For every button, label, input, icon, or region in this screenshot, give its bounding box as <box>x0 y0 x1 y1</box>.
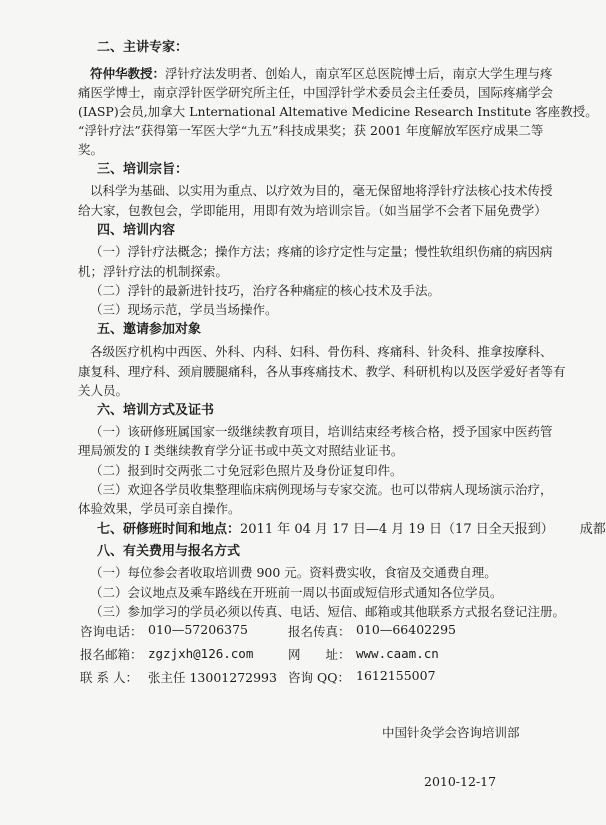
section-7-line <box>97 522 606 538</box>
contact-person-label: 联 系 人： <box>80 670 138 685</box>
section-6-heading: 六、培训方式及证书 <box>97 403 215 418</box>
section-2-line: (IASP)会员,加拿大 Lnternational Altemative Medicine Research Institute 客座教授。 <box>78 104 598 119</box>
section-5-line: 各级医疗机构中西医、外科、内科、妇科、骨伤科、疼痛科、针灸科、推拿按摩科、 <box>90 344 553 359</box>
qq-value: 1612155007 <box>356 668 436 683</box>
fax-value: 010—66402295 <box>356 622 456 637</box>
section-8-line: （二）会议地点及乘车路线在开班前一周以书面或短信形式通知各位学员。 <box>90 585 503 600</box>
email-value: zgzjxh@126.com <box>148 646 254 661</box>
section-8-heading: 八、有关费用与报名方式 <box>97 544 241 559</box>
section-6-line: 体验效果，学员可亲自操作。 <box>78 501 241 516</box>
section-4-line: 机；浮针疗法的机制探索。 <box>78 264 229 279</box>
section-8-line: （一）每位参会者收取培训费 900 元。资料费实收，食宿及交通费自理。 <box>90 565 497 580</box>
phone-label: 咨询电话： <box>80 624 143 639</box>
section-2-line: 奖。 <box>78 142 104 157</box>
training-dates: 2011 年 04 月 17 日—4 月 19 日（17 日全天报到） <box>240 522 554 537</box>
section-3-line: 给大家，包教包会，学即能用，用即有效为培训宗旨。（如当届学不会者下届免费学） <box>78 203 547 218</box>
section-7-heading: 七、研修班时间和地点： <box>97 522 241 537</box>
expert-bio-line: 浮针疗法发明者、创始人，南京军区总医院博士后，南京大学生理与疼 <box>165 66 553 81</box>
section-2-line <box>90 66 553 82</box>
website-value: www.caam.cn <box>356 646 439 661</box>
email-label: 报名邮箱： <box>80 647 143 662</box>
section-3-line: 以科学为基础、以实用为重点、以疗效为目的，毫无保留地将浮针疗法核心技术传授 <box>90 183 553 198</box>
contact-person-value: 张主任 13001272993 <box>148 670 277 685</box>
section-6-line: （三）欢迎各学员收集整理临床病例现场与专家交流。也可以带病人现场演示治疗， <box>90 482 553 497</box>
section-2-line: “浮针疗法”获得第一军医大学“九五”科技成果奖；获 2001 年度解放军医疗成果二等 <box>78 123 544 138</box>
training-location: 成都 <box>579 522 606 537</box>
section-5-line: 关人员。 <box>78 383 129 398</box>
section-5-heading: 五、邀请参加对象 <box>97 322 202 337</box>
section-4-line: （三）现场示范，学员当场操作。 <box>90 302 278 317</box>
section-8-line: （三）参加学习的学员必须以传真、电话、短信、邮箱或其他联系方式报名登记注册。 <box>90 604 566 619</box>
section-6-line: （二）报到时交两张二寸免冠彩色照片及身份证复印件。 <box>90 463 403 478</box>
section-2-heading: 二、主讲专家： <box>97 40 189 55</box>
section-4-heading: 四、培训内容 <box>97 223 176 238</box>
section-4-line: （一）浮针疗法概念；操作方法；疼痛的诊疗定性与定量；慢性软组织伤痛的病因病 <box>90 244 553 259</box>
qq-label: 咨询 QQ： <box>288 670 350 685</box>
section-4-line: （二）浮针的最新进针技巧，治疗各种痛症的核心技术及手法。 <box>90 283 441 298</box>
footer-organization: 中国针灸学会咨询培训部 <box>382 725 520 740</box>
footer-date: 2010-12-17 <box>424 774 497 789</box>
section-2-line: 痛医学博士，南京浮针医学研究所主任，中国浮针学术委员会主任委员，国际疼痛学会 <box>78 85 554 100</box>
phone-value: 010—57206375 <box>148 622 248 637</box>
expert-name: 符仲华教授： <box>90 66 166 81</box>
section-6-line: （一）该研修班属国家一级继续教育项目，培训结束经考核合格，授予国家中医药管 <box>90 424 553 439</box>
fax-label: 报名传真： <box>288 624 351 639</box>
section-6-line: 理局颁发的 I 类继续教育学分证书或中英文对照结业证书。 <box>78 443 404 458</box>
section-5-line: 康复科、理疗科、颈肩腰腿痛科，各从事疼痛技术、教学、科研机构以及医学爱好者等有 <box>78 364 566 379</box>
section-3-heading: 三、培训宗旨： <box>97 162 189 177</box>
website-label: 网 址： <box>288 647 351 662</box>
